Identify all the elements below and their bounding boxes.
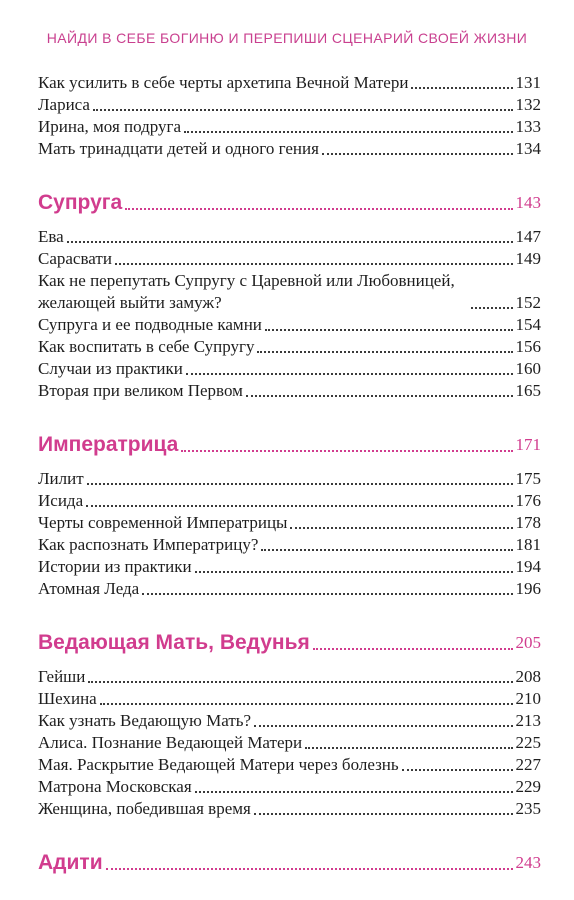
running-header: НАЙДИ В СЕБЕ БОГИНЮ И ПЕРЕПИШИ СЦЕНАРИЙ СВОЕЙ ЖИЗНИ — [46, 30, 528, 46]
dot-leader — [100, 703, 513, 705]
entry-title: Атомная Леда — [38, 579, 140, 598]
chapter-title: Супруга — [38, 191, 123, 214]
dot-leader — [106, 868, 513, 870]
dot-leader — [86, 505, 512, 507]
page-number: 156 — [515, 337, 541, 356]
entry-title: Женщина, победившая время — [38, 799, 251, 818]
toc-section — [38, 72, 541, 160]
page-number: 196 — [515, 579, 541, 598]
dot-leader — [265, 329, 513, 331]
toc-section — [38, 628, 541, 820]
chapter-title: Ведающая Мать, Ведунья — [38, 631, 310, 654]
toc-entry-row — [38, 468, 541, 490]
page-number: 160 — [515, 359, 541, 378]
dot-leader — [88, 681, 512, 683]
page-number: 178 — [515, 513, 541, 532]
chapter-title: Адити — [38, 851, 103, 874]
dot-leader — [313, 648, 513, 650]
dot-leader — [254, 725, 512, 727]
entry-title: Случаи из практики — [38, 359, 183, 378]
dot-leader — [257, 351, 512, 353]
entry-title: Мая. Раскрытие Ведающей Матери через болезнь — [38, 755, 399, 774]
entry-title: Как узнать Ведающую Мать? — [38, 711, 252, 730]
page-number: 225 — [515, 733, 541, 752]
entry-title: Гейши — [38, 667, 86, 686]
toc-entry-row — [38, 578, 541, 600]
toc-entry-row — [38, 732, 541, 754]
page-number: 131 — [515, 73, 541, 92]
toc-entry-row — [38, 688, 541, 710]
page-number: 213 — [515, 711, 541, 730]
entry-title: Истории из практики — [38, 557, 192, 576]
dot-leader — [93, 109, 513, 111]
dot-leader — [125, 208, 512, 210]
toc-entry-row — [38, 358, 541, 380]
toc-entry-row — [38, 226, 541, 248]
entry-title: Алиса. Познание Ведающей Матери — [38, 733, 303, 752]
page-number: 133 — [515, 117, 541, 136]
page-number: 149 — [515, 249, 541, 268]
dot-leader — [261, 549, 512, 551]
entry-title: Как воспитать в себе Супругу — [38, 337, 255, 356]
toc-entry-row — [38, 72, 541, 94]
page-number: 210 — [515, 689, 541, 708]
dot-leader — [246, 395, 513, 397]
entry-title: Супруга и ее подводные камни — [38, 315, 262, 334]
dot-leader — [471, 307, 513, 309]
toc-chapter-row — [38, 848, 541, 878]
page-number: 235 — [515, 799, 541, 818]
toc-entry-row — [38, 490, 541, 512]
toc-section — [38, 430, 541, 600]
toc-section — [38, 848, 541, 878]
entry-title: Матрона Московская — [38, 777, 192, 796]
entry-title: Вторая при великом Первом — [38, 381, 243, 400]
entry-title: Лариса — [38, 95, 90, 114]
chapter-title: Императрица — [38, 433, 179, 456]
dot-leader — [290, 527, 512, 529]
table-of-contents — [38, 72, 541, 886]
dot-leader — [87, 483, 513, 485]
toc-entry-row — [38, 380, 541, 402]
toc-entry-row — [38, 116, 541, 138]
page-number: 229 — [515, 777, 541, 796]
dot-leader — [184, 131, 512, 133]
toc-chapter-row — [38, 188, 541, 218]
toc-entry-row — [38, 512, 541, 534]
toc-entry-row — [38, 94, 541, 116]
dot-leader — [115, 263, 513, 265]
dot-leader — [181, 450, 512, 452]
entry-title: Шехина — [38, 689, 97, 708]
entry-title: Мать тринадцати детей и одного гения — [38, 139, 319, 158]
page-number: 171 — [515, 435, 541, 454]
dot-leader — [411, 87, 512, 89]
toc-entry-row — [38, 314, 541, 336]
dot-leader — [142, 593, 512, 595]
dot-leader — [402, 769, 513, 771]
toc-entry-row — [38, 336, 541, 358]
page-number: 147 — [515, 227, 541, 246]
page-number: 227 — [515, 755, 541, 774]
toc-section — [38, 188, 541, 402]
toc-chapter-row — [38, 628, 541, 658]
toc-entry-row — [38, 534, 541, 556]
dot-leader — [186, 373, 513, 375]
toc-entry-row — [38, 798, 541, 820]
page-number: 152 — [515, 293, 541, 312]
toc-entry-row — [38, 556, 541, 578]
entry-title: Черты современной Императрицы — [38, 513, 288, 532]
toc-chapter-row — [38, 430, 541, 460]
toc-entry-row — [38, 138, 541, 160]
dot-leader — [322, 153, 513, 155]
toc-entry-row — [38, 248, 541, 270]
page-number: 132 — [515, 95, 541, 114]
page-number: 165 — [515, 381, 541, 400]
entry-title: Сарасвати — [38, 249, 112, 268]
page-number: 175 — [515, 469, 541, 488]
dot-leader — [305, 747, 512, 749]
page-number: 181 — [515, 535, 541, 554]
page-number: 194 — [515, 557, 541, 576]
toc-entry-row — [38, 666, 541, 688]
entry-title: Как распознать Императрицу? — [38, 535, 259, 554]
entry-title: Исида — [38, 491, 84, 510]
dot-leader — [195, 791, 513, 793]
dot-leader — [67, 241, 513, 243]
toc-entry-row — [38, 710, 541, 732]
entry-title: Лилит — [38, 469, 84, 488]
toc-entry-row — [38, 776, 541, 798]
entry-title: Ирина, моя подруга — [38, 117, 182, 136]
page-number: 208 — [515, 667, 541, 686]
page-number: 143 — [515, 193, 541, 212]
entry-title: Как не перепутать Супругу с Царевной или Любовницей, желающей выйти замуж? — [38, 271, 455, 312]
dot-leader — [254, 813, 513, 815]
page-number: 154 — [515, 315, 541, 334]
page-number: 243 — [515, 853, 541, 872]
page-number: 134 — [515, 139, 541, 158]
dot-leader — [195, 571, 513, 573]
page-number: 205 — [515, 633, 541, 652]
entry-title: Как усилить в себе черты архетипа Вечной Матери — [38, 73, 409, 92]
page-number: 176 — [515, 491, 541, 510]
toc-entry-row — [38, 754, 541, 776]
entry-title: Ева — [38, 227, 64, 246]
toc-entry-row — [38, 270, 541, 314]
